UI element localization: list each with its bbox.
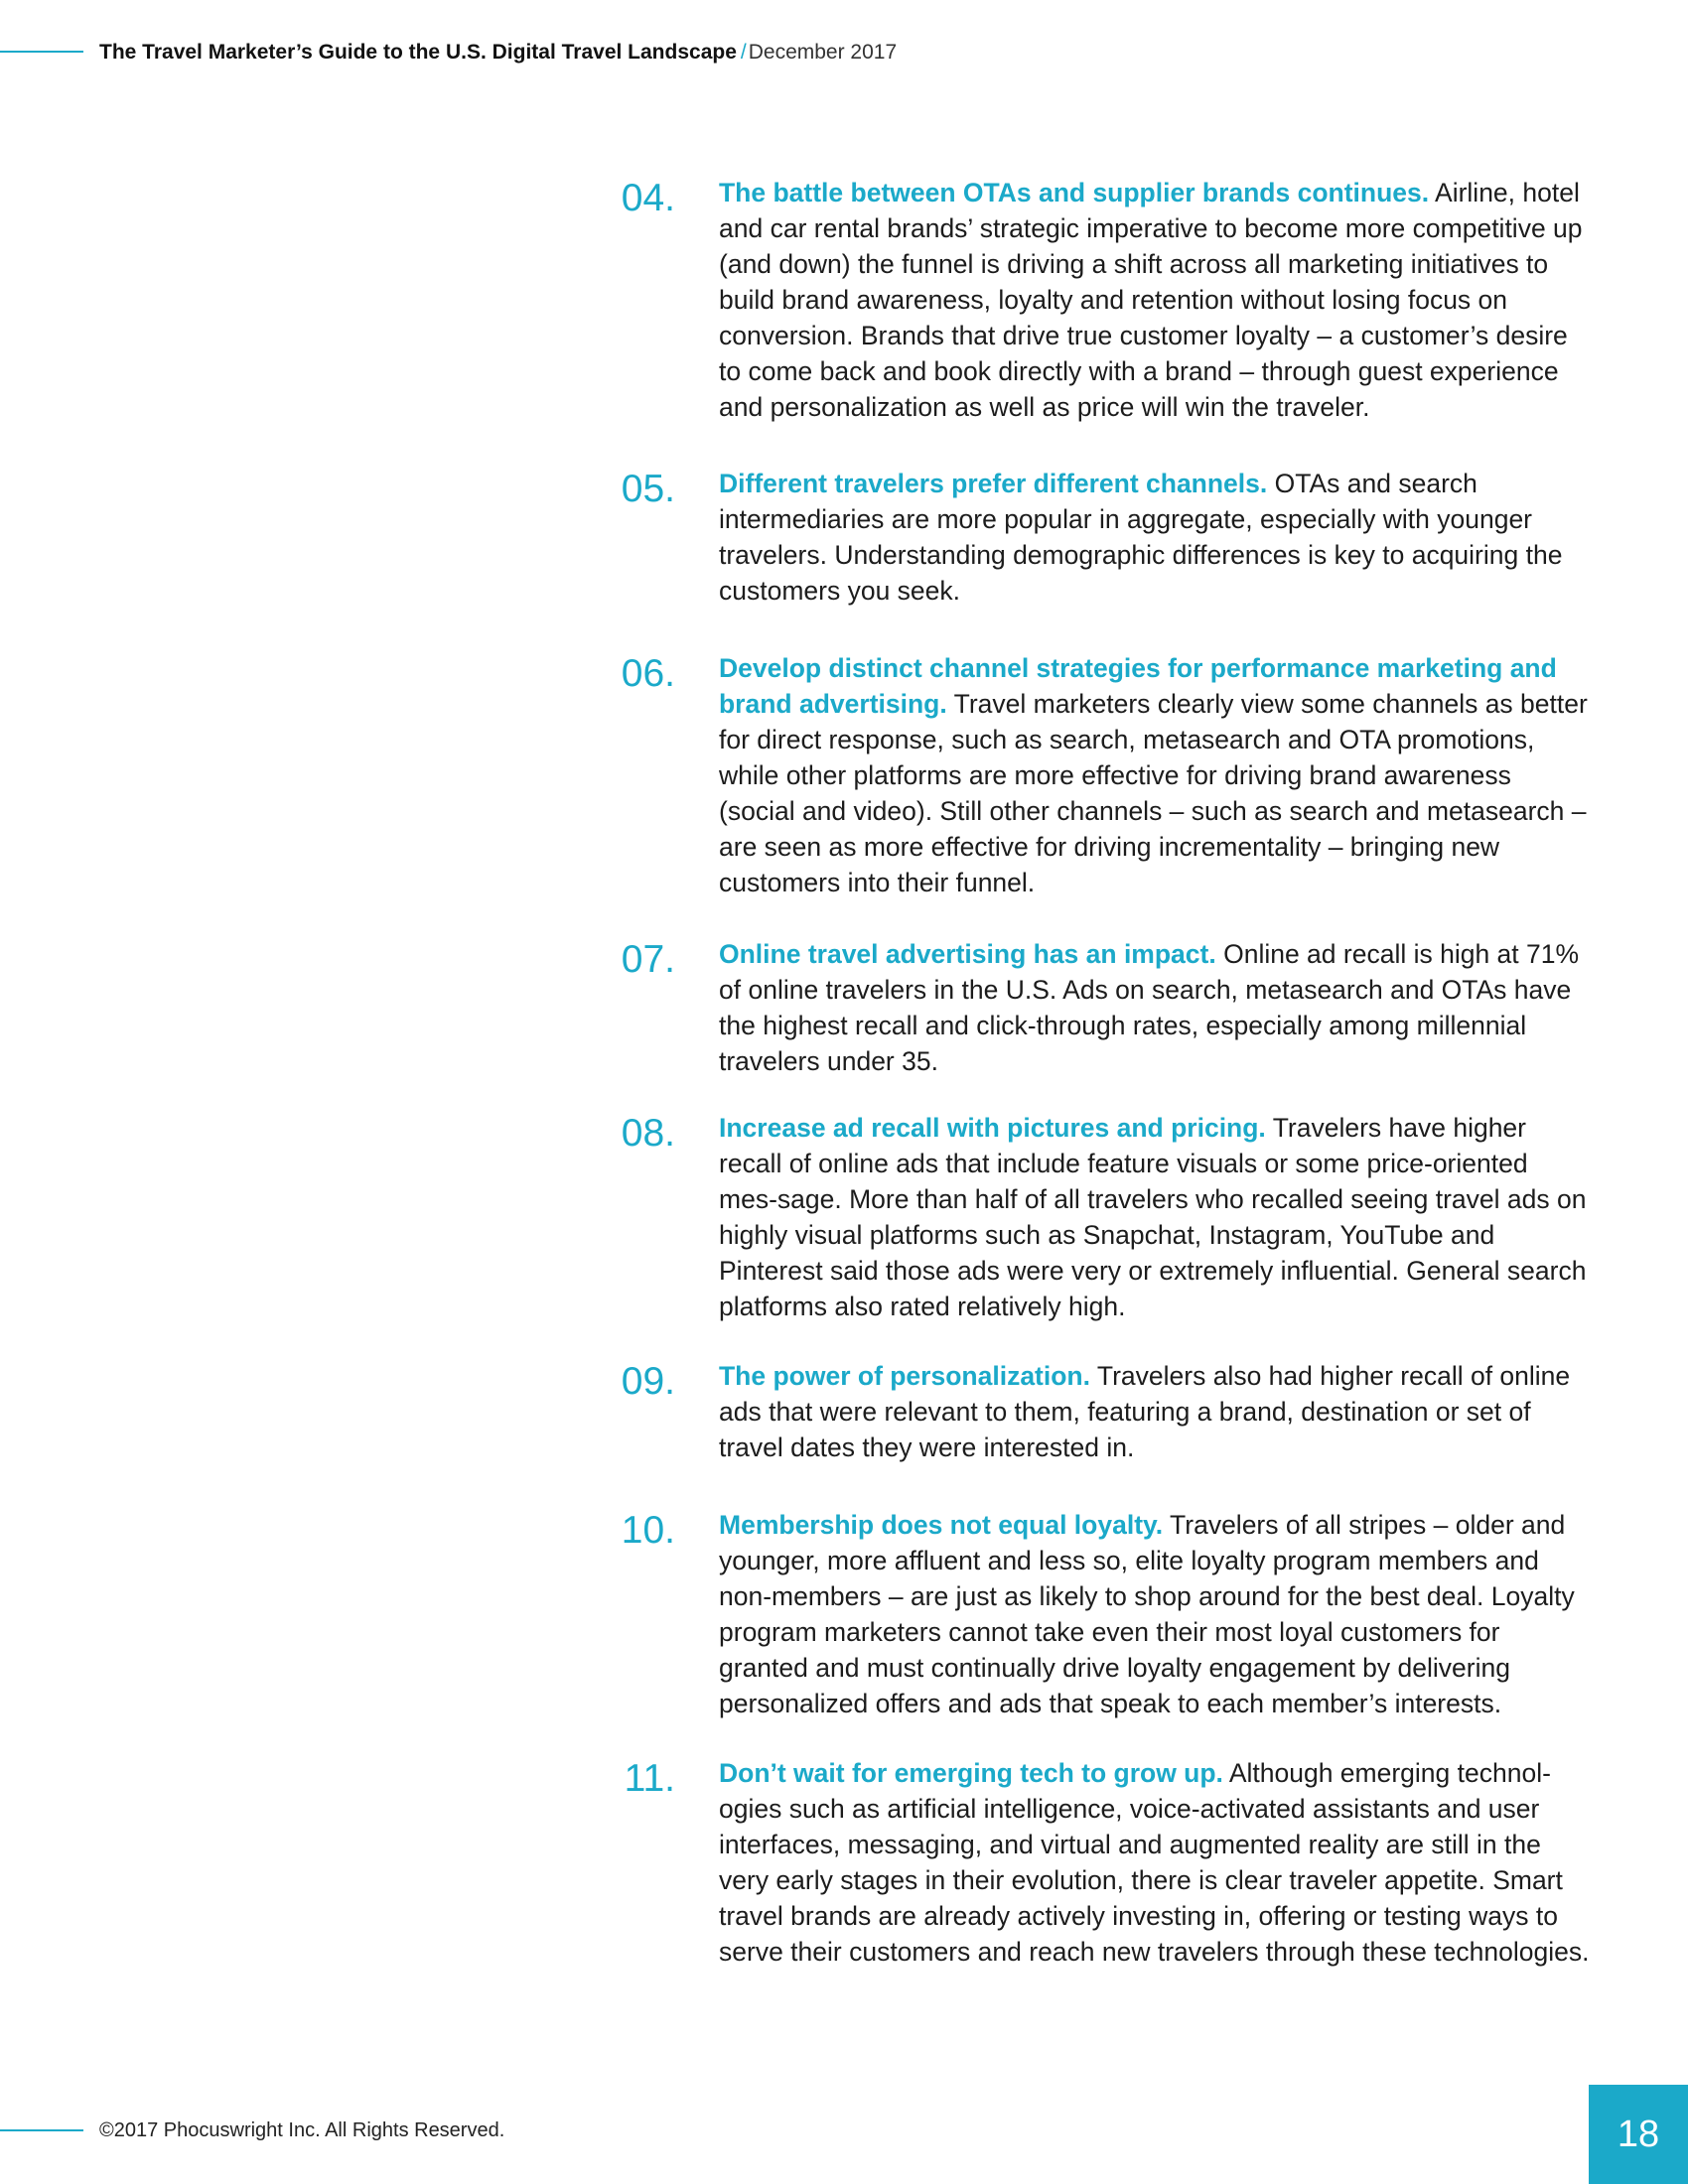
- item-text: [719, 1110, 1593, 1324]
- item-heading: Don’t wait for emerging tech to grow up.: [719, 1758, 1223, 1788]
- item-text: [719, 466, 1593, 609]
- item-heading: Develop distinct channel strategies for performance marketing and brand advertising.: [719, 653, 1557, 719]
- item-heading: The battle between OTAs and supplier brands continues.: [719, 178, 1430, 207]
- item-text: [719, 650, 1593, 900]
- item-number: 11.: [624, 1757, 675, 1800]
- item-heading: Membership does not equal loyalty.: [719, 1510, 1164, 1540]
- header-separator: /: [740, 41, 747, 64]
- item-body: Travel marketers clearly view some channels as better for direct response, such as search, metasearch and OTA promotions, while other platforms are more effective for driving brand awareness (social and video). Still other channels – such as search and metasearch – are seen as more effective for driving incrementality – bringing new customers into their funnel.: [719, 689, 1588, 897]
- item-number: 10.: [621, 1509, 675, 1552]
- item-number: 06.: [621, 652, 675, 695]
- item-number: 07.: [621, 938, 675, 981]
- item-number: 04.: [621, 177, 675, 219]
- item-body: Airline, hotel and car rental brands’ strategic imperative to become more competitive up (and down) the funnel is driving a shift across all marketing initiatives to build brand awareness, loyalty and retention without losing focus on conversion. Brands that drive true customer loyalty – a customer’s desire to come back and book directly with a brand – through guest experience and personalization as well as price will win the traveler.: [719, 178, 1583, 422]
- running-header: [99, 40, 897, 66]
- item-heading: Different travelers prefer different channels.: [719, 469, 1268, 498]
- item-heading: Increase ad recall with pictures and pricing.: [719, 1113, 1266, 1143]
- item-body: Although emerging technol-ogies such as artificial intelligence, voice-activated assistants and user interfaces, messaging, and virtual and augmented reality are still in the very early stages in their evolution, there is clear traveler appetite. Smart travel brands are already actively investing in, offering or testing ways to serve their customers and reach new travelers through these technologies.: [719, 1758, 1590, 1967]
- item-number: 05.: [621, 468, 675, 510]
- item-text: [719, 1507, 1593, 1721]
- item-text: [719, 1358, 1593, 1465]
- page-number: 18: [1589, 2085, 1688, 2184]
- header-rule: [0, 51, 83, 53]
- item-body: OTAs and search intermediaries are more popular in aggregate, especially with younger travelers. Understanding demographic differences is key to acquiring the customers you seek.: [719, 469, 1563, 606]
- item-number: 09.: [621, 1360, 675, 1403]
- document-title: The Travel Marketer’s Guide to the U.S. Digital Travel Landscape: [99, 41, 737, 64]
- item-number: 08.: [621, 1112, 675, 1155]
- item-heading: Online travel advertising has an impact.: [719, 939, 1216, 969]
- copyright-notice: ©2017 Phocuswright Inc. All Rights Reserved.: [99, 2119, 505, 2141]
- item-body: Travelers also had higher recall of online ads that were relevant to them, featuring a brand, destination or set of travel dates they were interested in.: [719, 1361, 1571, 1462]
- item-body: Travelers of all stripes – older and younger, more affluent and less so, elite loyalty program members and non-members – are just as likely to shop around for the best deal. Loyalty program marketers cannot take even their most loyal customers for granted and must continually drive loyalty engagement by delivering personalized offers and ads that speak to each member’s interests.: [719, 1510, 1575, 1718]
- footer-rule: [0, 2129, 83, 2131]
- item-heading: The power of personalization.: [719, 1361, 1090, 1391]
- item-text: [719, 1755, 1593, 1970]
- item-text: [719, 936, 1593, 1079]
- item-body: Online ad recall is high at 71% of online travelers in the U.S. Ads on search, metasearch and OTAs have the highest recall and click-through rates, especially among millennial travelers under 35.: [719, 939, 1580, 1076]
- item-body: Travelers have higher recall of online ads that include feature visuals or some price-oriented mes-sage. More than half of all travelers who recalled seeing travel ads on highly visual platforms such as Snapchat, Instagram, YouTube and Pinterest said those ads were very or extremely influential. General search platforms also rated relatively high.: [719, 1113, 1587, 1321]
- item-text: [719, 175, 1593, 425]
- document-date: December 2017: [748, 41, 898, 64]
